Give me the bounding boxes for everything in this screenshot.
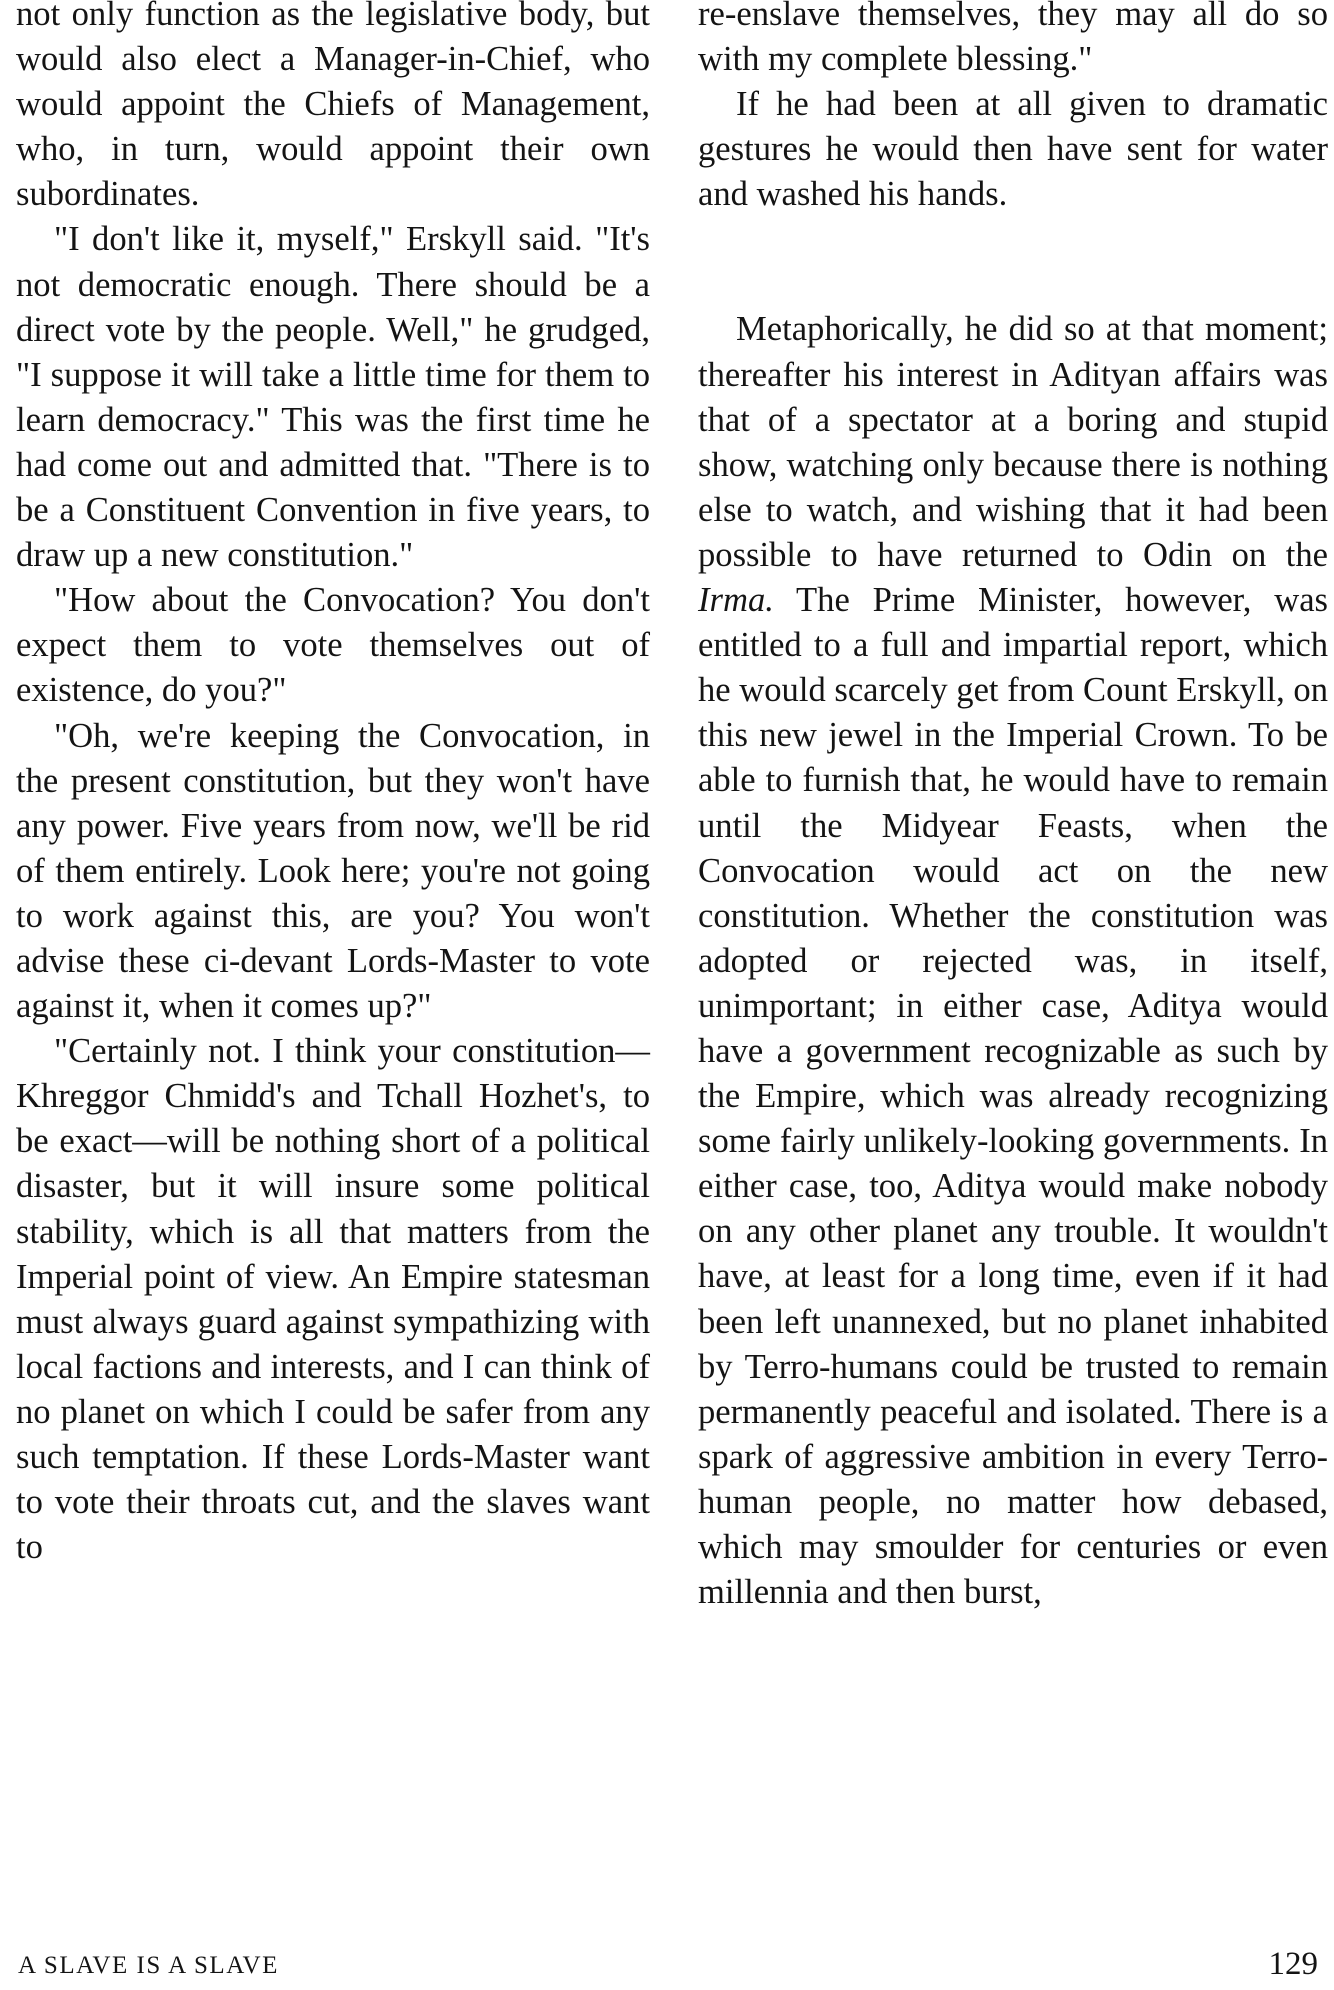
paragraph: not only function as the legislative body, but would also elect a Manager-in-Chief, who would appoint the Chiefs of Management, who, in turn, would appoint their own subordinates. — [16, 0, 650, 214]
ship-name: Irma. — [698, 581, 774, 620]
right-column — [698, 0, 1328, 1615]
paragraph: "Oh, we're keeping the Convocation, in the present constitution, but they won't have any power. Five years from now, we'll be rid of them entirely. Look here; you're not going to work against this, are you? You won't advise these ci-devant Lords-Master to vote against it, when it comes up?" — [16, 716, 650, 1026]
paragraph: "Certainly not. I think your constitution—Khreggor Chmidd's and Tchall Hozhet's, to be exact—will be nothing short of a political disaster, but it will insure some political stability, which is all that matters from the Imperial point of view. An Empire statesman must always guard against sympathizing with local factions and interests, and I can think of no planet on which I could be safer from any such temptation. If these Lords-Master want to vote their throats cut, and the slaves want to — [16, 1032, 650, 1567]
page-footer — [18, 1946, 1318, 1986]
running-title: A SLAVE IS A SLAVE — [18, 1952, 279, 1979]
paragraph: "How about the Convocation? You don't expect them to vote themselves out of existence, do you?" — [16, 581, 650, 710]
paragraph: re-enslave themselves, they may all do so with my complete blessing." — [698, 0, 1328, 79]
section-break — [698, 217, 1328, 307]
paragraph: If he had been at all given to dramatic gestures he would then have sent for water and washed his hands. — [698, 85, 1328, 214]
paragraph — [698, 307, 1328, 1615]
page-number: 129 — [1268, 1946, 1318, 1982]
left-column — [16, 0, 650, 1570]
text-run: The Prime Minister, however, was entitled to a full and impartial report, which he would scarcely get from Count Erskyll, on this new jewel in the Imperial Crown. To be able to furnish that, he would have to remain until the Midyear Feasts, when the Convocation would act on the new constitution. Whether the constitution was adopted or rejected was, in itself, unimportant; in either case, Aditya would have a government recognizable as such by the Empire, which was already recognizing some fairly unlikely-looking governments. In either case, too, Aditya would make nobody on any other planet any trouble. It wouldn't have, at least for a long time, even if it had been left unannexed, but no planet inhabited by Terro-humans could be trusted to remain permanently peaceful and isolated. There is a spark of aggressive ambition in every Terro-human people, no matter how debased, which may smoulder for centuries or even millennia and then burst, — [698, 581, 1328, 1612]
text-run: Metaphorically, he did so at that moment; thereafter his interest in Adityan affairs was that of a spectator at a boring and stupid show, watching only because there is nothing else to watch, and wishing that it had been possible to have returned to Odin on the — [698, 310, 1328, 574]
paragraph: "I don't like it, myself," Erskyll said. "It's not democratic enough. There should be a direct vote by the people. Well," he grudged, "I suppose it will take a little time for them to learn democracy." This was the first time he had come out and admitted that. "There is to be a Constituent Convention in five years, to draw up a new constitution." — [16, 220, 650, 575]
